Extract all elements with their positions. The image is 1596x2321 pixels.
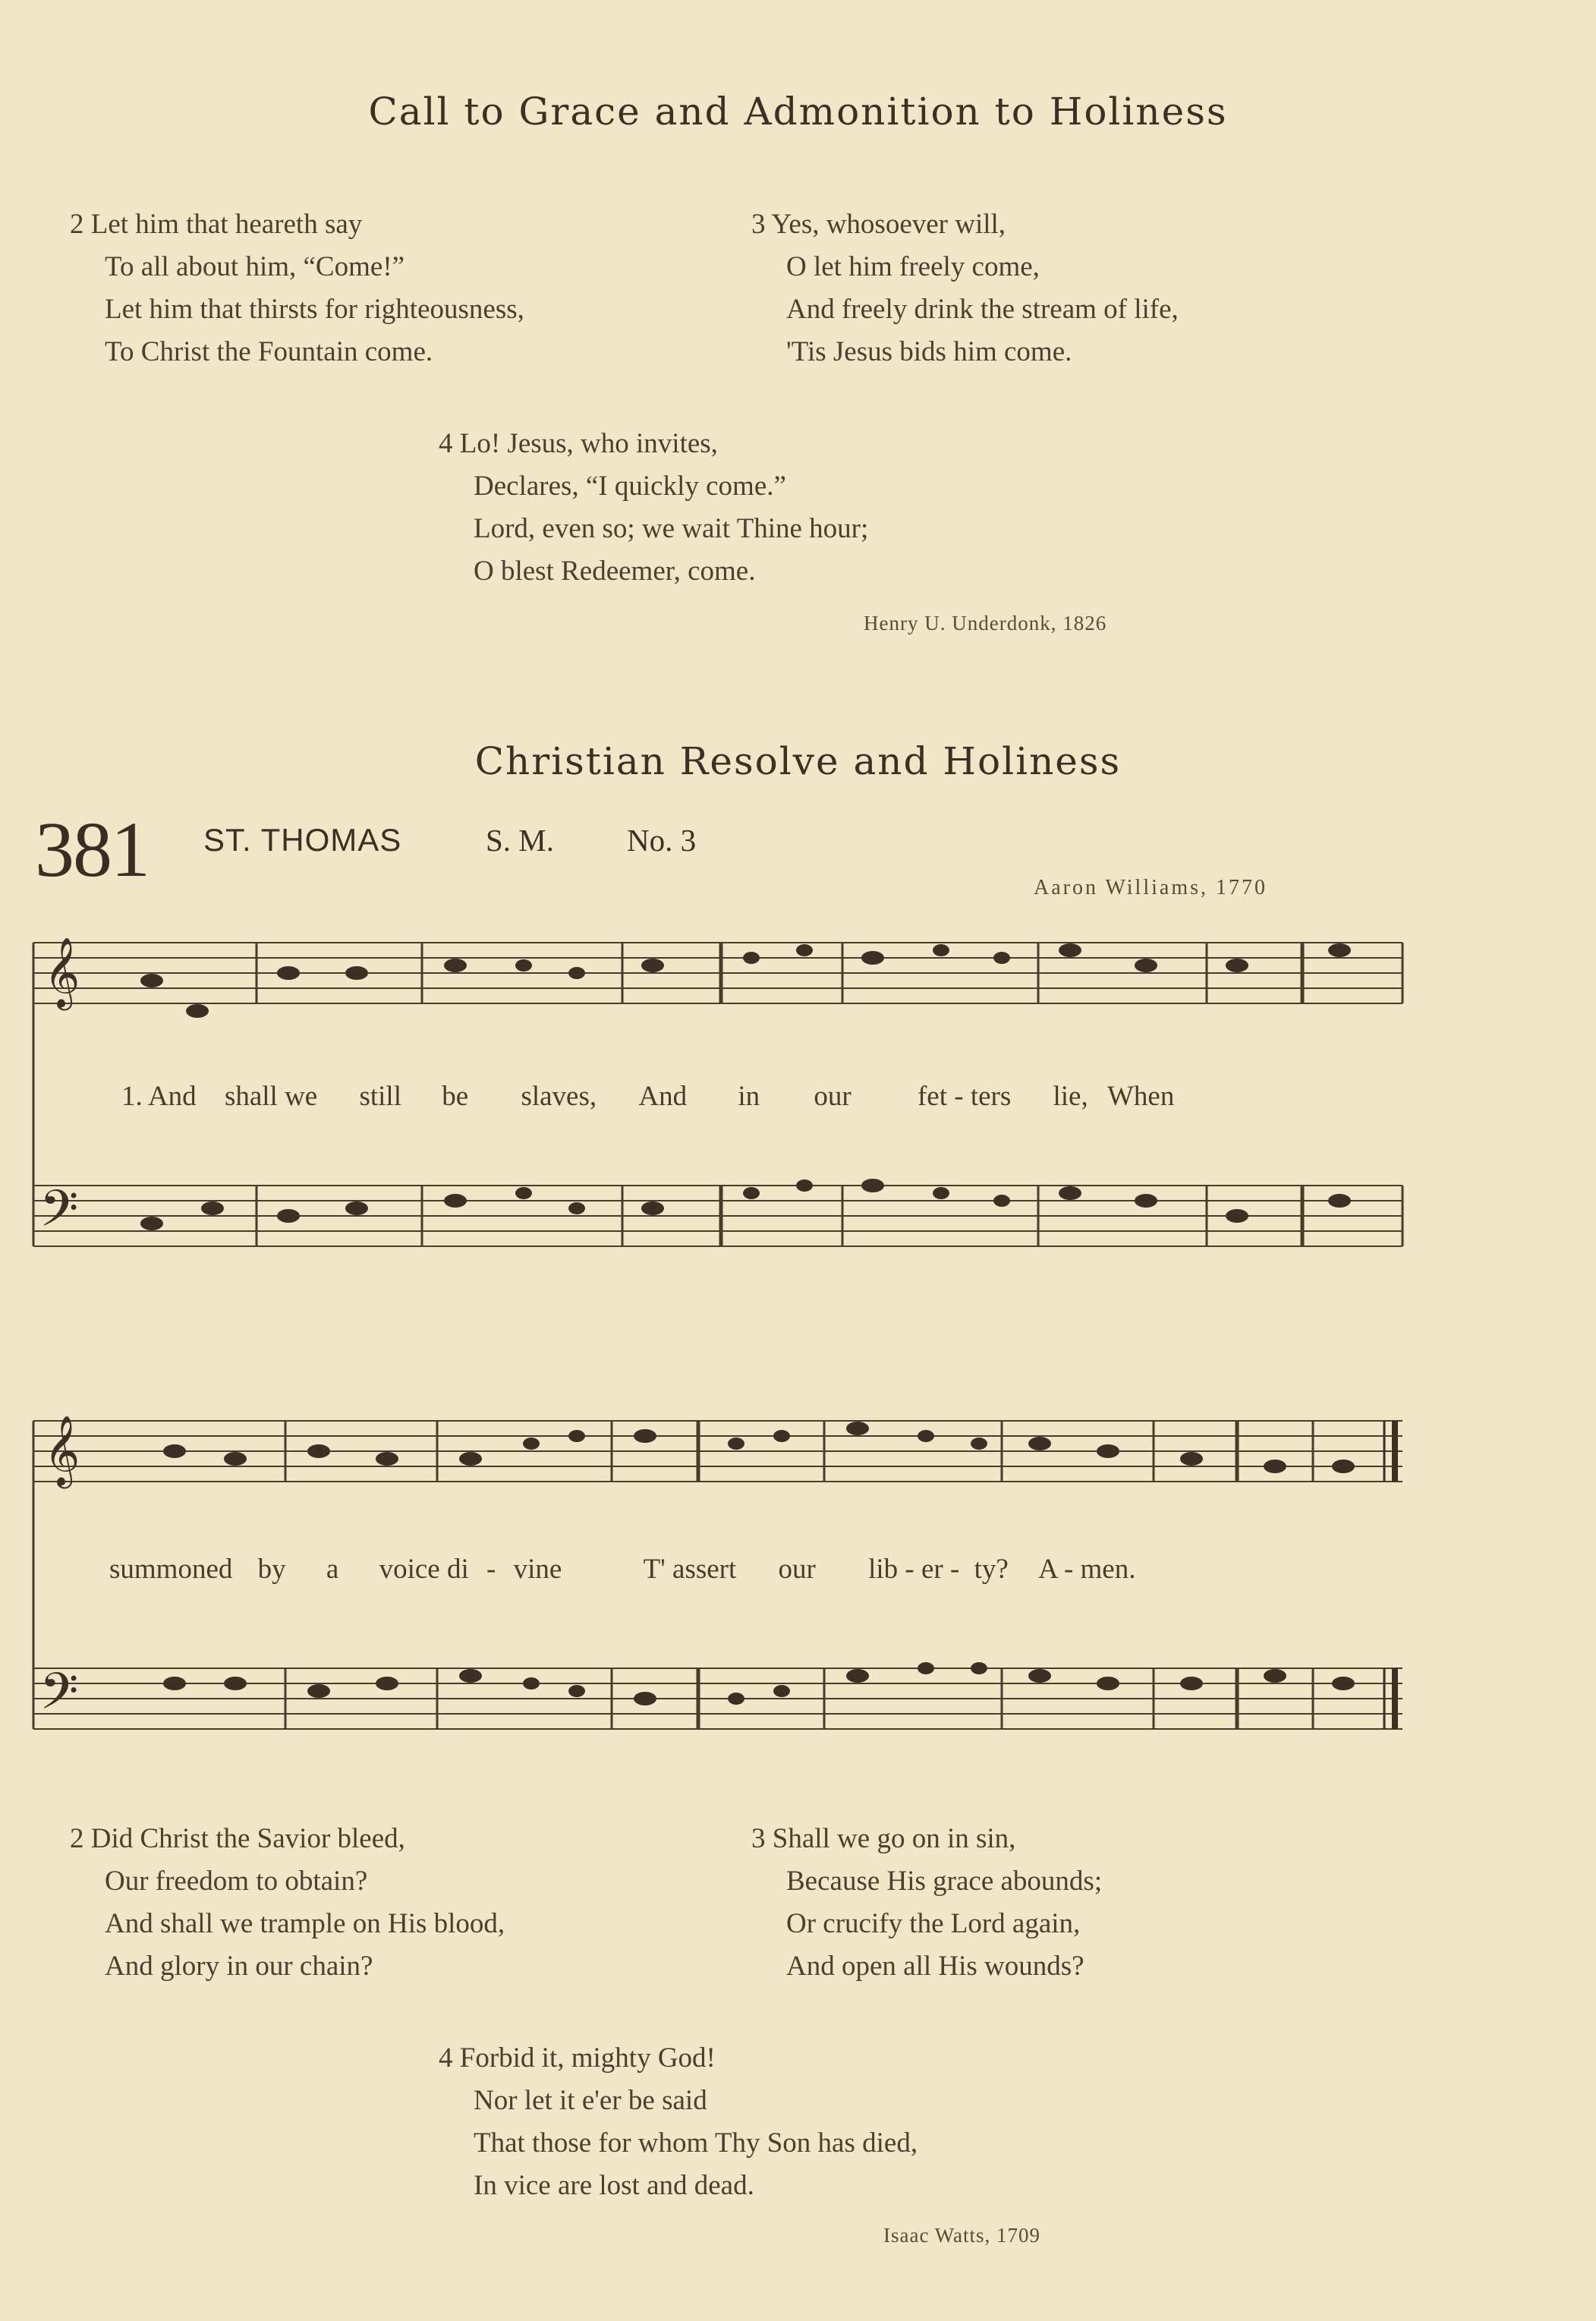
lyric-syllable: And [638, 1081, 688, 1112]
verse-4-top [439, 423, 868, 593]
tune-name: ST. THOMAS [203, 822, 402, 858]
verse-4-hymn [439, 2037, 918, 2207]
verse-2-top [70, 203, 524, 373]
lyric-syllable: fet - ters [917, 1081, 1012, 1112]
verse-line: O blest Redeemer, come. [474, 556, 756, 587]
verse-2-hymn [70, 1818, 505, 1988]
verse-line: And shall we trample on His blood, [105, 1908, 505, 1939]
verse-line: 3 Shall we go on in sin, [751, 1823, 1016, 1854]
lyric-syllable: summoned [109, 1554, 233, 1585]
music-system-2 [0, 1381, 1596, 1791]
verse-line: 4 Forbid it, mighty God! [439, 2042, 716, 2074]
lyric-syllable: A - men. [1038, 1554, 1136, 1585]
tune-number: No. 3 [627, 823, 697, 858]
author-credit-hymn: Isaac Watts, 1709 [883, 2224, 1041, 2247]
bass-clef-icon: 𝄢 [39, 1662, 79, 1733]
verse-line: And freely drink the stream of life, [786, 294, 1179, 325]
treble-staff [33, 1421, 1402, 1482]
verse-line: Or crucify the Lord again, [786, 1908, 1081, 1939]
verse-line: Let him that thirsts for righteousness, [105, 294, 524, 325]
section-title-christian-resolve: Christian Resolve and Holiness [474, 739, 1122, 783]
hymn-number: 381 [35, 806, 149, 893]
lyric-syllable: still [359, 1081, 401, 1112]
verse-line: Because His grace abounds; [786, 1866, 1103, 1897]
lyrics-line-1 [121, 1080, 1174, 1113]
lyric-syllable: our [814, 1081, 852, 1112]
lyric-syllable: by [257, 1554, 286, 1585]
lyric-syllable: slaves, [521, 1081, 597, 1112]
verse-line: Nor let it e'er be said [474, 2085, 707, 2116]
lyric-syllable: ty? [974, 1554, 1009, 1585]
lyrics-line-2 [109, 1553, 1135, 1586]
verse-line: O let him freely come, [786, 251, 1040, 282]
verse-line: 4 Lo! Jesus, who invites, [439, 428, 718, 459]
music-system-1 [0, 911, 1596, 1321]
verse-line: Our freedom to obtain? [105, 1866, 368, 1897]
lyric-syllable: T' assert [643, 1554, 737, 1585]
verse-line: That those for whom Thy Son has died, [474, 2127, 918, 2159]
verse-line: 2 Did Christ the Savior bleed, [70, 1823, 405, 1854]
verse-line: Lord, even so; we wait Thine hour; [474, 513, 869, 544]
verse-line: And open all His wounds? [786, 1951, 1084, 1982]
author-credit-top: Henry U. Underdonk, 1826 [864, 612, 1107, 635]
treble-clef-icon: 𝄞 [44, 1415, 80, 1485]
lyric-syllable: lib - er - [868, 1554, 960, 1585]
verse-line: 'Tis Jesus bids him come. [786, 336, 1072, 367]
treble-clef-icon: 𝄞 [44, 937, 80, 1007]
treble-staff [33, 943, 1402, 1003]
verse-3-hymn [751, 1818, 1102, 1988]
composer-credit: Aaron Williams, 1770 [1034, 876, 1267, 899]
section-title-call-to-grace: Call to Grace and Admonition to Holiness [368, 90, 1228, 134]
lyric-syllable: our [778, 1554, 816, 1585]
verse-line: To Christ the Fountain come. [105, 336, 433, 367]
lyric-syllable: 1. And [121, 1081, 197, 1112]
verse-line: In vice are lost and dead. [474, 2170, 754, 2201]
verse-3-top [751, 203, 1179, 373]
lyric-syllable: in [738, 1081, 760, 1112]
verse-line: Declares, “I quickly come.” [474, 471, 786, 502]
bass-clef-icon: 𝄢 [39, 1179, 79, 1250]
verse-line: 2 Let him that heareth say [70, 209, 363, 240]
lyric-syllable: - [486, 1554, 496, 1585]
lyric-syllable: vine [513, 1554, 562, 1585]
bass-staff [33, 1186, 1402, 1246]
verse-line: To all about him, “Come!” [105, 251, 405, 282]
verse-line: And glory in our chain? [105, 1951, 373, 1982]
lyric-syllable: shall we [224, 1081, 318, 1112]
lyric-syllable: voice di [379, 1554, 469, 1585]
lyric-syllable: lie, [1053, 1081, 1088, 1112]
lyric-syllable: be [442, 1081, 469, 1112]
lyric-syllable: When [1106, 1081, 1175, 1112]
meter: S. M. [486, 823, 555, 858]
verse-line: 3 Yes, whosoever will, [751, 209, 1006, 240]
lyric-syllable: a [326, 1554, 339, 1585]
